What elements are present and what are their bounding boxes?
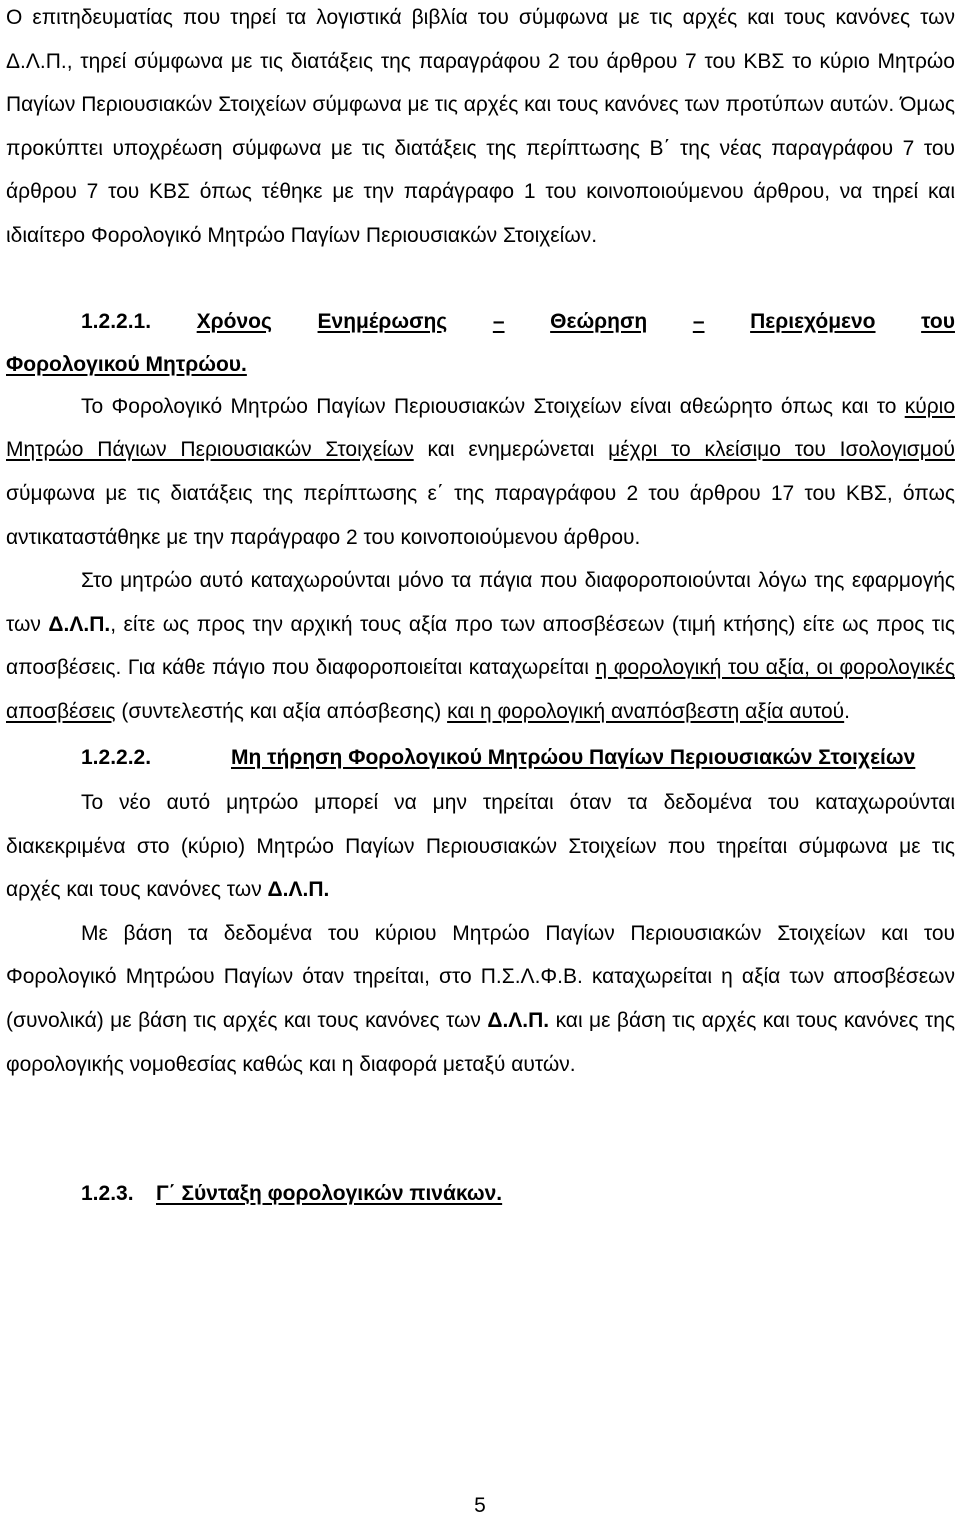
heading-title: Μη τήρηση Φορολογικού Μητρώου Παγίων Περιουσιακών Στοιχείων (231, 745, 916, 769)
heading-1-2-2-2 (6, 736, 955, 780)
heading-word: Περιεχόμενο (750, 309, 876, 333)
heading-word: Ενημέρωσης (317, 309, 448, 333)
heading-word: Χρόνος (196, 309, 272, 333)
paragraph-register-update-time: Το Φορολογικό Μητρώο Παγίων Περιουσιακών Στοιχείων είναι αθεώρητο όπως και το κύριο Μητρώο Πάγιων Περιουσιακών Στοιχείων και ενημερώνεται μέχρι το κλείσιμο του Ισολογισμού σύμφωνα με τις διατάξεις της περίπτωσης ε΄ της παραγράφου 2 του άρθρου 17 του ΚΒΣ, όπως αντικαταστάθηκε με την παράγραφο 2 του κοινοποιούμενου άρθρου. (6, 394, 955, 549)
paragraph-non-keeping-register: Το νέο αυτό μητρώο μπορεί να μην τηρείται όταν τα δεδομένα του καταχωρούνται διακεκριμένα στο (κύριο) Μητρώο Παγίων Περιουσιακών Στοιχείων που τηρείται σύμφωνα με τις αρχές και τους κανόνες των Δ.Λ.Π. (6, 791, 955, 902)
paragraph-fiscal-register-obligation: Ο επιτηδευματίας που τηρεί τα λογιστικά βιβλία του σύμφωνα με τις αρχές και τους κανόνες των Δ.Λ.Π., τηρεί σύμφωνα με τις διατάξεις της παραγράφου 2 του άρθρου 7 του ΚΒΣ το κύριο Μητρώο Παγίων Περιουσιακών Στοιχείων σύμφωνα με τις αρχές και τους κανόνες των προτύπων αυτών. Όμως προκύπτει υποχρέωση σύμφωνα με τις διατάξεις της περίπτωσης Β΄ της νέας παραγράφου 7 του άρθρου 7 του ΚΒΣ όπως τέθηκε με την παράγραφο 1 του κοινοποιούμενου άρθρου, να τηρεί και ιδιαίτερο Φορολογικό Μητρώο Παγίων Περιουσιακών Στοιχείων. (6, 6, 955, 247)
spacer (6, 1086, 955, 1172)
heading-word: του (921, 309, 955, 333)
heading-1-2-2-1 (6, 300, 955, 344)
page-number: 5 (474, 1494, 486, 1517)
heading-word: – (692, 309, 705, 333)
paragraph-register-contents: Στο μητρώο αυτό καταχωρούνται μόνο τα πάγια που διαφοροποιούνται λόγω της εφαρμογής των Δ.Λ.Π., είτε ως προς την αρχική τους αξία προ των αποσβέσεων (τιμή κτήσης) είτε ως προς τις αποσβέσεις. Για κάθε πάγιο που διαφοροποιείται καταχωρείται η φορολογική του αξία, οι φορολογικές αποσβέσεις (συντελεστής και αξία απόσβεσης) και η φορολογική αναπόσβεστη αξία αυτού. (6, 569, 955, 723)
heading-number: 1.2.2.1. (81, 309, 152, 333)
heading-number: 1.2.2.2. (81, 745, 152, 769)
heading-title: Γ΄ Σύνταξη φορολογικών πινάκων. (156, 1182, 503, 1206)
heading-number: 1.2.3. (81, 1182, 134, 1206)
heading-1-2-2-1-continuation: Φορολογικού Μητρώου. (6, 353, 247, 377)
heading-1-2-3 (6, 1172, 955, 1216)
spacer (6, 258, 955, 300)
heading-word: Θεώρηση (550, 309, 648, 333)
heading-word: – (492, 309, 505, 333)
paragraph-depreciation-recording: Με βάση τα δεδομένα του κύριου Μητρώο Παγίων Περιουσιακών Στοιχείων και του Φορολογικό Μητρώου Παγίων όταν τηρείται, στο Π.Σ.Λ.Φ.Β. καταχωρείται η αξία των αποσβέσεων (συνολικά) με βάση τις αρχές και τους κανόνες των Δ.Λ.Π. και με βάση τις αρχές και τους κανόνες της φορολογικής νομοθεσίας καθώς και η διαφορά μεταξύ αυτών. (6, 921, 955, 1076)
document-page (6, 0, 955, 1216)
